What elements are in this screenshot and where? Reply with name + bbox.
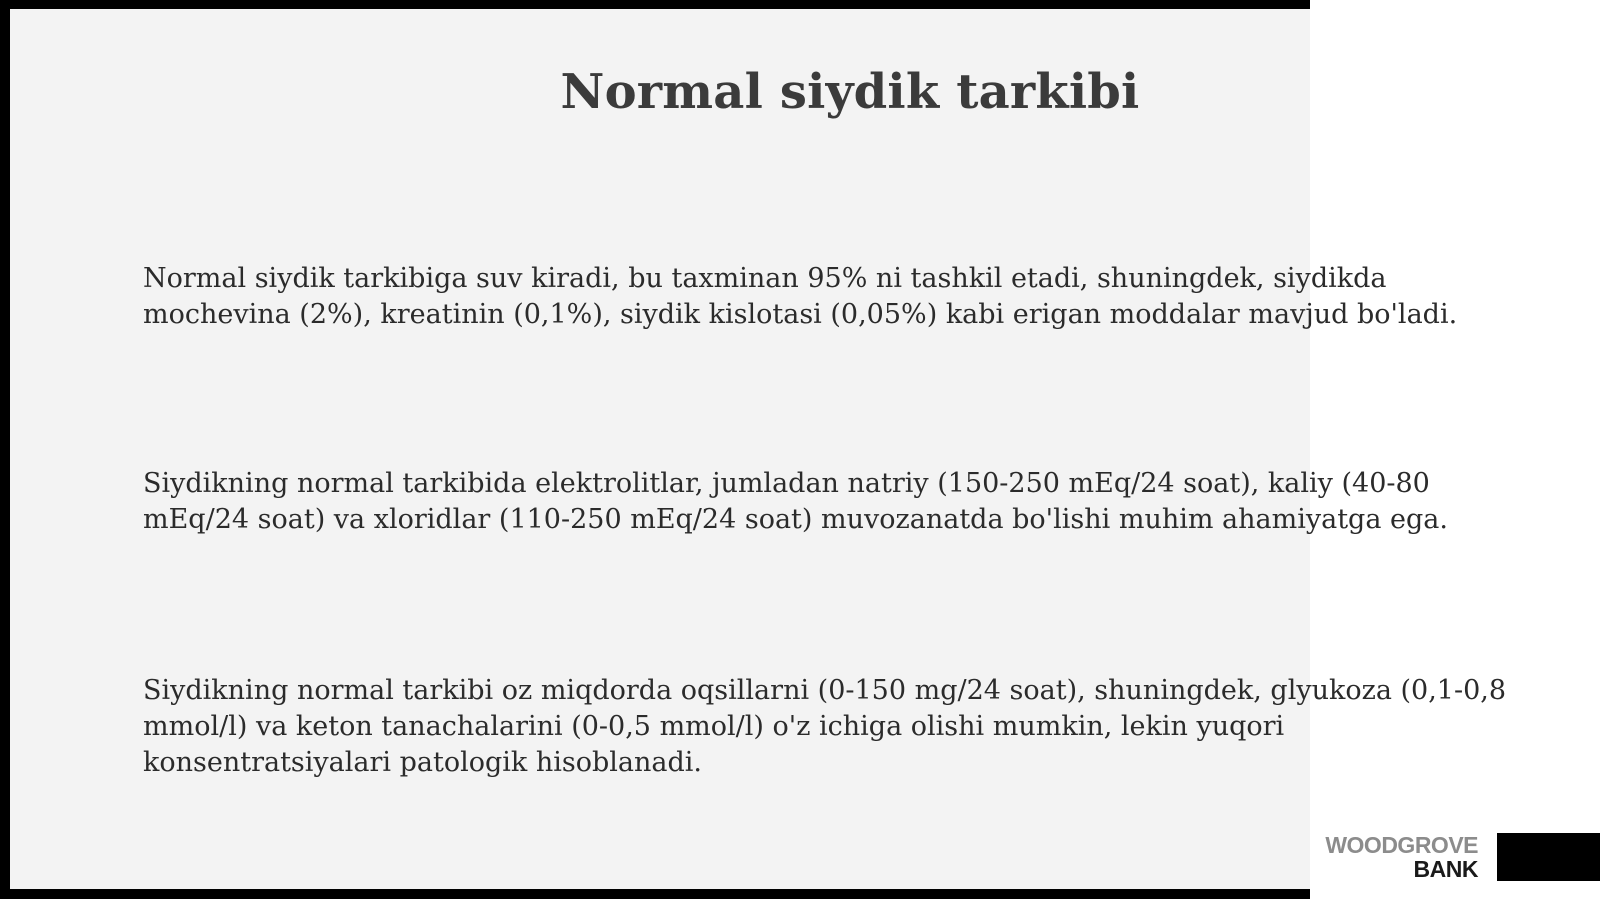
- slide-title: Normal siydik tarkibi: [560, 64, 1140, 120]
- frame-left-border: [0, 0, 10, 899]
- paragraph-water-composition: Normal siydik tarkibiga suv kiradi, bu taxminan 95% ni tashkil etadi, shuningdek, siydikda mochevina (2%), kreatinin (0,1%), siydik kislotasi (0,05%) kabi erigan moddalar mavjud bo'ladi.: [143, 263, 1458, 330]
- logo-line-bank: BANK: [1413, 856, 1478, 882]
- corner-black-block: [1497, 833, 1600, 881]
- logo-line-woodgrove: WOODGROVE: [1325, 832, 1478, 858]
- woodgrove-bank-logo: [1325, 833, 1478, 881]
- frame-top-border: [0, 0, 1310, 9]
- paragraph-electrolytes: Siydikning normal tarkibida elektrolitlar, jumladan natriy (150-250 mEq/24 soat), kaliy (40-80 mEq/24 soat) va xloridlar (110-250 mEq/24 soat) muvozanatda bo'lishi muhim ahamiyatga ega.: [143, 468, 1448, 535]
- paragraph-proteins-glucose: Siydikning normal tarkibi oz miqdorda oqsillarni (0-150 mg/24 soat), shuningdek, glyukoza (0,1-0,8 mmol/l) va keton tanachalarini (0-0,5 mmol/l) o'z ichiga olishi mumkin, lekin yuqori konsentratsiyalari patologik hisoblanadi.: [143, 675, 1507, 778]
- frame-bottom-border: [0, 889, 1310, 899]
